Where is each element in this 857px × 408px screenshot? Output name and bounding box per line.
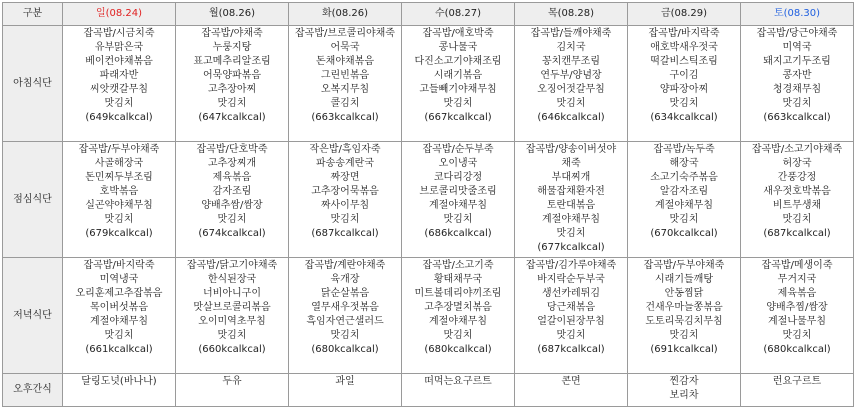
menu-item: 코다리강정 xyxy=(433,172,483,183)
menu-item: (687kcalkcal) xyxy=(311,228,379,239)
menu-item: 흑임자연근샐러드 xyxy=(306,316,384,327)
menu-cell xyxy=(63,26,176,142)
menu-item: 잡곡밥/소고기죽 xyxy=(422,260,494,271)
header-corner: 구분 xyxy=(3,3,63,26)
menu-item: (667kcalkcal) xyxy=(424,112,492,123)
menu-item: (680kcalkcal) xyxy=(424,344,492,355)
menu-item: 파송송계란국 xyxy=(316,158,374,169)
menu-item: 맛김치 xyxy=(104,330,134,341)
menu-item: 맛김치 xyxy=(556,330,586,341)
menu-item: 감자조림 xyxy=(212,186,252,197)
menu-item: 해장국 xyxy=(669,158,699,169)
menu-item: (647kcalkcal) xyxy=(198,112,266,123)
menu-item: 미역국 xyxy=(782,42,812,53)
menu-cell xyxy=(628,26,741,142)
menu-item: (686kcalkcal) xyxy=(424,228,492,239)
menu-item: 미역냉국 xyxy=(99,274,139,285)
menu-item: 잡곡밥/바지락죽 xyxy=(83,260,155,271)
menu-item: 황태채무국 xyxy=(433,274,483,285)
menu-cell xyxy=(176,258,289,374)
menu-cell xyxy=(176,26,289,142)
menu-item: (649kcalkcal) xyxy=(85,112,153,123)
menu-item: 잡곡밥/시금치죽 xyxy=(83,28,155,39)
menu-item: (680kcalkcal) xyxy=(763,344,831,355)
menu-item: 맛김치 xyxy=(669,98,699,109)
menu-item: 새우젓호박볶음 xyxy=(763,186,831,197)
menu-item: 청경채무침 xyxy=(772,84,822,95)
header-day-fri: 금(08.29) xyxy=(628,3,741,26)
menu-item: 파래자반 xyxy=(99,70,139,81)
menu-item: 씨앗캣갈무침 xyxy=(90,84,148,95)
menu-item: 표고메추리알조림 xyxy=(193,56,271,67)
menu-item: (646kcalkcal) xyxy=(537,112,605,123)
menu-cell xyxy=(402,26,515,142)
menu-item: 건새우마늘쫑볶음 xyxy=(645,302,723,313)
menu-item: 간풍강정 xyxy=(777,172,817,183)
menu-item: 맛김치 xyxy=(330,214,360,225)
menu-item: 허장국 xyxy=(782,158,812,169)
menu-cell xyxy=(289,142,402,258)
menu-item: 꽁치캔무조림 xyxy=(542,56,600,67)
menu-item: 작은밥/흑임자죽 xyxy=(309,144,381,155)
menu-item: (680kcalkcal) xyxy=(311,344,379,355)
snack-item: 과일 xyxy=(335,376,355,387)
menu-cell xyxy=(515,26,628,142)
menu-item: 해물잡채환자전 xyxy=(537,186,605,197)
menu-item: 오리훈제고추잡볶음 xyxy=(75,288,163,299)
snack-cell xyxy=(289,374,402,407)
menu-item: (670kcalkcal) xyxy=(650,228,718,239)
menu-item: 다진소고기야채조림 xyxy=(414,56,502,67)
snack-item: 달링도넛(바나나) xyxy=(81,376,157,387)
menu-cell xyxy=(63,142,176,258)
menu-cell xyxy=(402,258,515,374)
menu-item: 부대찌개 xyxy=(551,172,591,183)
menu-item: 제육볶음 xyxy=(777,288,817,299)
menu-item: 김치국 xyxy=(556,42,586,53)
menu-item: 바지락순두부국 xyxy=(537,274,605,285)
menu-item: 안동찜닭 xyxy=(664,288,704,299)
menu-item: 짜장면 xyxy=(330,172,360,183)
menu-item: 잡곡밥/닭고기야채죽 xyxy=(186,260,278,271)
menu-item: 고추장어묵볶음 xyxy=(311,186,379,197)
snack-item: 보리차 xyxy=(669,390,699,401)
menu-item: 잡곡밥/당근야채죽 xyxy=(756,28,838,39)
menu-item: 어묵양파볶음 xyxy=(203,70,261,81)
menu-item: 돼지고기두조림 xyxy=(763,56,831,67)
menu-item: 채죽 xyxy=(561,158,581,169)
menu-item: (663kcalkcal) xyxy=(311,112,379,123)
header-day-sat: 토(08.30) xyxy=(741,3,854,26)
menu-cell xyxy=(741,258,854,374)
menu-item: 오이미역초무침 xyxy=(198,316,266,327)
menu-item: 맛김치 xyxy=(556,228,586,239)
snack-cell xyxy=(402,374,515,407)
menu-item: 유부맑은국 xyxy=(94,42,144,53)
menu-item: 양배추찜/쌈장 xyxy=(766,302,828,313)
menu-item: 맛김치 xyxy=(669,214,699,225)
snack-item: 런요구르트 xyxy=(772,376,822,387)
menu-item: 잡곡밥/두부야채죽 xyxy=(78,144,160,155)
menu-item: 돈민찌두부조림 xyxy=(85,172,153,183)
snack-cell xyxy=(515,374,628,407)
menu-cell xyxy=(628,258,741,374)
menu-item: 소고기숙주볶음 xyxy=(650,172,718,183)
menu-item: 당근채볶음 xyxy=(546,302,596,313)
menu-item: 맛살브로콜리볶음 xyxy=(193,302,271,313)
menu-item: 잡곡밥/두부야채죽 xyxy=(643,260,725,271)
menu-item: 맛김치 xyxy=(217,214,247,225)
menu-item: 콩나물국 xyxy=(438,42,478,53)
menu-item: 무거지국 xyxy=(777,274,817,285)
menu-item: 오징어젓갈무침 xyxy=(537,84,605,95)
menu-item: 계절야채무침 xyxy=(429,200,487,211)
menu-item: 맛김치 xyxy=(669,330,699,341)
row-label: 점심식단 xyxy=(3,142,63,258)
menu-item: 베이컨야채볶음 xyxy=(85,56,153,67)
menu-item: 시래기들깨탕 xyxy=(655,274,713,285)
header-day-mon: 월(08.26) xyxy=(176,3,289,26)
row-label: 아침식단 xyxy=(3,26,63,142)
menu-item: 실곤약야채무침 xyxy=(85,200,153,211)
menu-item: 잡곡밥/들깨야채죽 xyxy=(530,28,612,39)
menu-item: 콩자반 xyxy=(782,70,812,81)
menu-item: 맛김치 xyxy=(782,214,812,225)
menu-item: 고추장멸치볶음 xyxy=(424,302,492,313)
menu-item: 고들빼기야채무침 xyxy=(419,84,497,95)
menu-cell xyxy=(289,26,402,142)
menu-item: 양파장아찌 xyxy=(659,84,709,95)
menu-item: 양배추쌈/쌈장 xyxy=(201,200,263,211)
snack-item: 콘면 xyxy=(561,376,581,387)
menu-item: 돈채야채볶음 xyxy=(316,56,374,67)
menu-item: (691kcalkcal) xyxy=(650,344,718,355)
menu-item: 브로콜리맛줄조림 xyxy=(419,186,497,197)
menu-item: 미트볼데리야끼조림 xyxy=(414,288,502,299)
menu-cell xyxy=(741,26,854,142)
menu-item: 호박볶음 xyxy=(99,186,139,197)
snack-item: 찐감자 xyxy=(669,376,699,387)
header-day-wed: 수(08.27) xyxy=(402,3,515,26)
menu-item: 한식된장국 xyxy=(207,274,257,285)
menu-item: 맛김치 xyxy=(782,330,812,341)
menu-item: 맛김치 xyxy=(330,330,360,341)
menu-item: 맛김치 xyxy=(782,98,812,109)
header-day-sun: 일(08.24) xyxy=(63,3,176,26)
menu-item: 누룽지탕 xyxy=(212,42,252,53)
menu-cell xyxy=(515,142,628,258)
menu-item: 생선카레튀김 xyxy=(542,288,600,299)
menu-item: 계절야채무침 xyxy=(655,200,713,211)
menu-item: 열무새우젓볶음 xyxy=(311,302,379,313)
menu-item: 잡곡밥/순두부죽 xyxy=(422,144,494,155)
snack-row xyxy=(3,374,854,407)
menu-item: 제육볶음 xyxy=(212,172,252,183)
snack-item: 두유 xyxy=(222,376,242,387)
menu-item: 오복지무침 xyxy=(320,84,370,95)
menu-item: 잡곡밥/야채죽 xyxy=(201,28,263,39)
header-day-tue: 화(08.26) xyxy=(289,3,402,26)
snack-cell xyxy=(63,374,176,407)
menu-item: (687kcalkcal) xyxy=(763,228,831,239)
menu-cell xyxy=(63,258,176,374)
menu-cell xyxy=(628,142,741,258)
menu-item: 맛김치 xyxy=(443,330,473,341)
menu-item: 잡곡밥/브로콜리야채죽 xyxy=(295,28,395,39)
menu-item: 도토리묵김치무침 xyxy=(645,316,723,327)
menu-item: 토란대볶음 xyxy=(546,200,596,211)
menu-item: 너비아니구이 xyxy=(203,288,261,299)
menu-item: 맛김치 xyxy=(217,98,247,109)
menu-item: 사골해장국 xyxy=(94,158,144,169)
menu-item: (660kcalkcal) xyxy=(198,344,266,355)
menu-item: 짜사이무침 xyxy=(320,200,370,211)
menu-item: 고추장아찌 xyxy=(207,84,257,95)
dinner-row xyxy=(3,258,854,374)
menu-item: 맛김치 xyxy=(556,98,586,109)
menu-item: 잡곡밥/바지락죽 xyxy=(648,28,720,39)
menu-item: 연두부/양념장 xyxy=(540,70,602,81)
menu-item: 잡곡밥/김가루야채죽 xyxy=(525,260,617,271)
meal-plan-table xyxy=(2,2,854,407)
menu-item: 오이냉국 xyxy=(438,158,478,169)
menu-item: 잡곡밥/계란야채죽 xyxy=(304,260,386,271)
snack-item: 떠먹는요구르트 xyxy=(424,376,492,387)
snack-cell xyxy=(628,374,741,407)
menu-item: 닭순살볶음 xyxy=(320,288,370,299)
menu-item: 잡곡밥/메생이죽 xyxy=(761,260,833,271)
menu-item: 어묵국 xyxy=(330,42,360,53)
menu-item: 맛김치 xyxy=(443,214,473,225)
menu-item: 맛김치 xyxy=(217,330,247,341)
menu-item: (661kcalkcal) xyxy=(85,344,153,355)
menu-item: 잡곡밥/단호박죽 xyxy=(196,144,268,155)
menu-item: (677kcalkcal) xyxy=(537,242,605,253)
header-row xyxy=(3,3,854,26)
menu-item: 계절나물무침 xyxy=(768,316,826,327)
menu-item: 계절야채무침 xyxy=(542,214,600,225)
menu-item: (663kcalkcal) xyxy=(763,112,831,123)
menu-item: 고추장찌개 xyxy=(207,158,257,169)
menu-item: (674kcalkcal) xyxy=(198,228,266,239)
menu-item: 맛김치 xyxy=(104,98,134,109)
menu-item: 잡곡밥/양송이버섯야 xyxy=(525,144,617,155)
menu-item: 육개장 xyxy=(330,274,360,285)
menu-item: 맛김치 xyxy=(443,98,473,109)
menu-cell xyxy=(741,142,854,258)
menu-item: 애호박새우젓국 xyxy=(650,42,718,53)
menu-item: (679kcalkcal) xyxy=(85,228,153,239)
menu-item: 알감자조림 xyxy=(659,186,709,197)
menu-item: 얼갈이된장무침 xyxy=(537,316,605,327)
menu-item: 목이버섯볶음 xyxy=(90,302,148,313)
menu-item: 떡갈비스틱조림 xyxy=(650,56,718,67)
lunch-row xyxy=(3,142,854,258)
menu-item: (687kcalkcal) xyxy=(537,344,605,355)
menu-item: 콜김치 xyxy=(330,98,360,109)
menu-item: (634kcalkcal) xyxy=(650,112,718,123)
menu-item: 계절야채무침 xyxy=(429,316,487,327)
menu-item: 잡곡밥/소고기야채죽 xyxy=(751,144,843,155)
menu-cell xyxy=(176,142,289,258)
breakfast-row xyxy=(3,26,854,142)
menu-item: 계절야채무침 xyxy=(90,316,148,327)
menu-item: 그린빈볶음 xyxy=(320,70,370,81)
menu-item: 잡곡밥/애호박죽 xyxy=(422,28,494,39)
header-day-thu: 목(08.28) xyxy=(515,3,628,26)
row-label: 저녁식단 xyxy=(3,258,63,374)
menu-item: 맛김치 xyxy=(104,214,134,225)
menu-item: 구이김 xyxy=(669,70,699,81)
menu-item: 비트무생채 xyxy=(772,200,822,211)
snack-cell xyxy=(176,374,289,407)
menu-cell xyxy=(289,258,402,374)
menu-cell xyxy=(515,258,628,374)
menu-item: 시래기볶음 xyxy=(433,70,483,81)
menu-cell xyxy=(402,142,515,258)
menu-item: 잡곡밥/녹두죽 xyxy=(653,144,715,155)
snack-cell xyxy=(741,374,854,407)
row-label: 오후간식 xyxy=(3,374,63,407)
